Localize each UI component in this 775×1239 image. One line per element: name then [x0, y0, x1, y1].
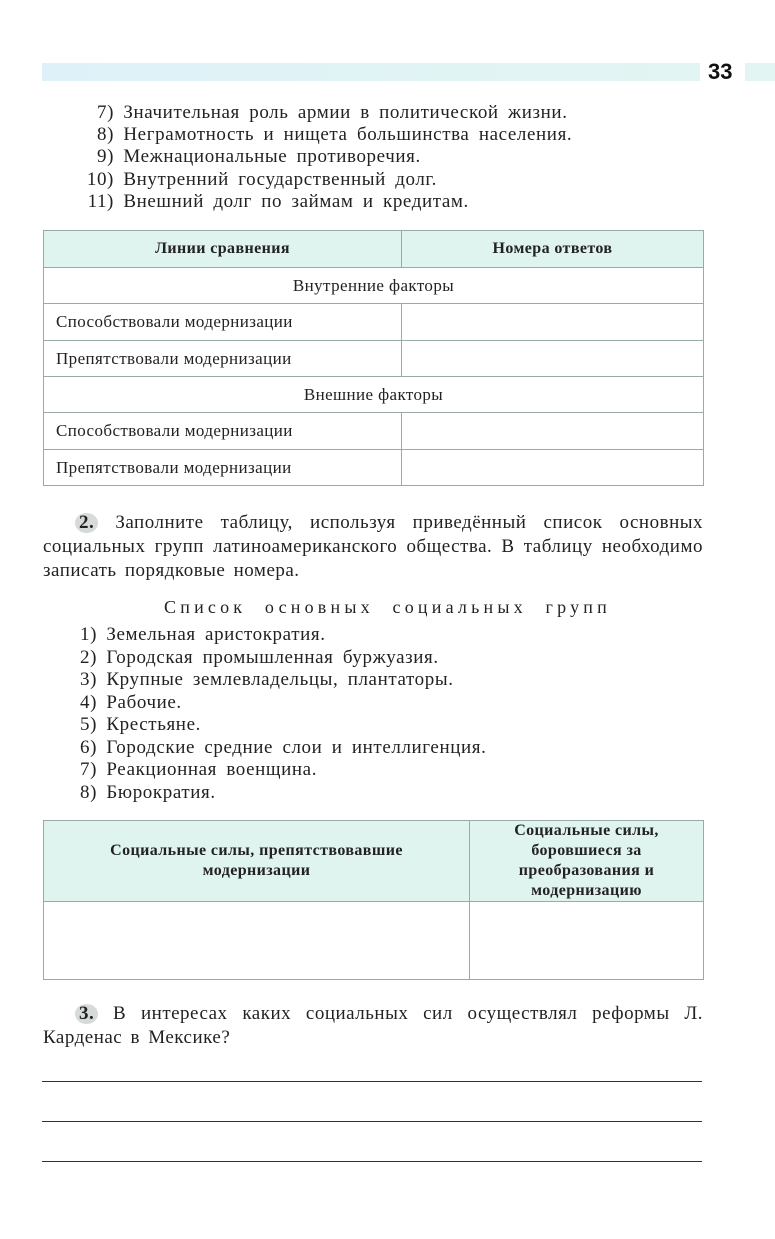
task-3	[43, 1002, 703, 1050]
column-header: Социальные силы, боровшиеся за преобразования и модернизацию	[470, 821, 704, 902]
item-number: 8)	[96, 124, 114, 145]
list-item	[82, 169, 437, 191]
list-item	[80, 692, 182, 714]
page-number: 33	[708, 59, 733, 84]
item-number: 2)	[80, 647, 98, 668]
list-item	[80, 737, 486, 759]
list-item	[80, 647, 439, 669]
list-item	[80, 714, 201, 736]
item-number: 9)	[96, 146, 114, 167]
item-text: Внешний долг по займам и кредитам.	[123, 191, 469, 212]
item-text: Внутренний государственный долг.	[123, 169, 438, 190]
answer-cell[interactable]	[402, 413, 704, 450]
answer-line[interactable]	[42, 1121, 702, 1122]
item-number: 7)	[80, 759, 98, 780]
item-text: Значительная роль армии в политической жизни.	[123, 102, 568, 123]
answer-cell[interactable]	[402, 450, 704, 486]
list-item	[82, 146, 421, 168]
item-text: Земельная аристократия.	[106, 624, 326, 645]
task-text: В интересах каких социальных сил осуществлял реформы Л. Карденас в Мексике?	[43, 1003, 703, 1048]
social-forces-table	[43, 820, 704, 980]
item-number: 3)	[80, 669, 98, 690]
answer-line[interactable]	[42, 1161, 702, 1162]
item-text: Реакционная военщина.	[106, 759, 318, 780]
item-text: Бюрократия.	[106, 782, 216, 803]
comparison-table	[43, 230, 704, 486]
item-number: 1)	[80, 624, 98, 645]
row-label: Препятствовали модернизации	[44, 341, 402, 377]
item-text: Городские средние слои и интеллигенция.	[106, 737, 487, 758]
row-label: Способствовали модернизации	[44, 304, 402, 341]
row-label: Препятствовали модернизации	[44, 450, 402, 486]
column-header: Социальные силы, препятствовавшие модернизации	[44, 821, 470, 902]
list-item	[80, 782, 216, 804]
header-band	[42, 63, 700, 81]
answer-cell[interactable]	[470, 902, 704, 980]
item-text: Крупные землевладельцы, плантаторы.	[106, 669, 454, 690]
item-text: Рабочие.	[106, 692, 182, 713]
task-number-badge: 2.	[75, 513, 98, 533]
list-item	[82, 124, 572, 146]
item-text: Крестьяне.	[106, 714, 201, 735]
item-text: Городская промышленная буржуазия.	[106, 647, 439, 668]
item-text: Межнациональные противоречия.	[123, 146, 421, 167]
list-item	[80, 759, 317, 781]
column-header: Номера ответов	[402, 231, 704, 268]
list-item	[82, 102, 568, 124]
item-number: 4)	[80, 692, 98, 713]
list-item	[80, 624, 326, 646]
groups-heading: Список основных социальных групп	[164, 597, 611, 617]
answer-cell[interactable]	[402, 341, 704, 377]
item-number: 5)	[80, 714, 98, 735]
column-header: Линии сравнения	[44, 231, 402, 268]
answer-cell[interactable]	[402, 304, 704, 341]
list-item	[80, 669, 454, 691]
header-band-edge	[745, 63, 775, 81]
item-number: 10)	[86, 169, 114, 190]
task-text: Заполните таблицу, используя приведённый список основных социальных групп латиноамериканского общества. В таблицу необходимо записать порядковые номера.	[43, 512, 703, 581]
item-number: 6)	[80, 737, 98, 758]
item-number: 8)	[80, 782, 98, 803]
answer-line[interactable]	[42, 1081, 702, 1082]
item-number: 7)	[96, 102, 114, 123]
section-row: Внутренние факторы	[44, 268, 704, 304]
task-number-badge: 3.	[75, 1004, 98, 1024]
section-row: Внешние факторы	[44, 377, 704, 413]
list-item	[82, 191, 469, 213]
item-number: 11)	[87, 191, 114, 212]
task-2	[43, 511, 703, 583]
item-text: Неграмотность и нищета большинства населения.	[123, 124, 573, 145]
row-label: Способствовали модернизации	[44, 413, 402, 450]
answer-cell[interactable]	[44, 902, 470, 980]
